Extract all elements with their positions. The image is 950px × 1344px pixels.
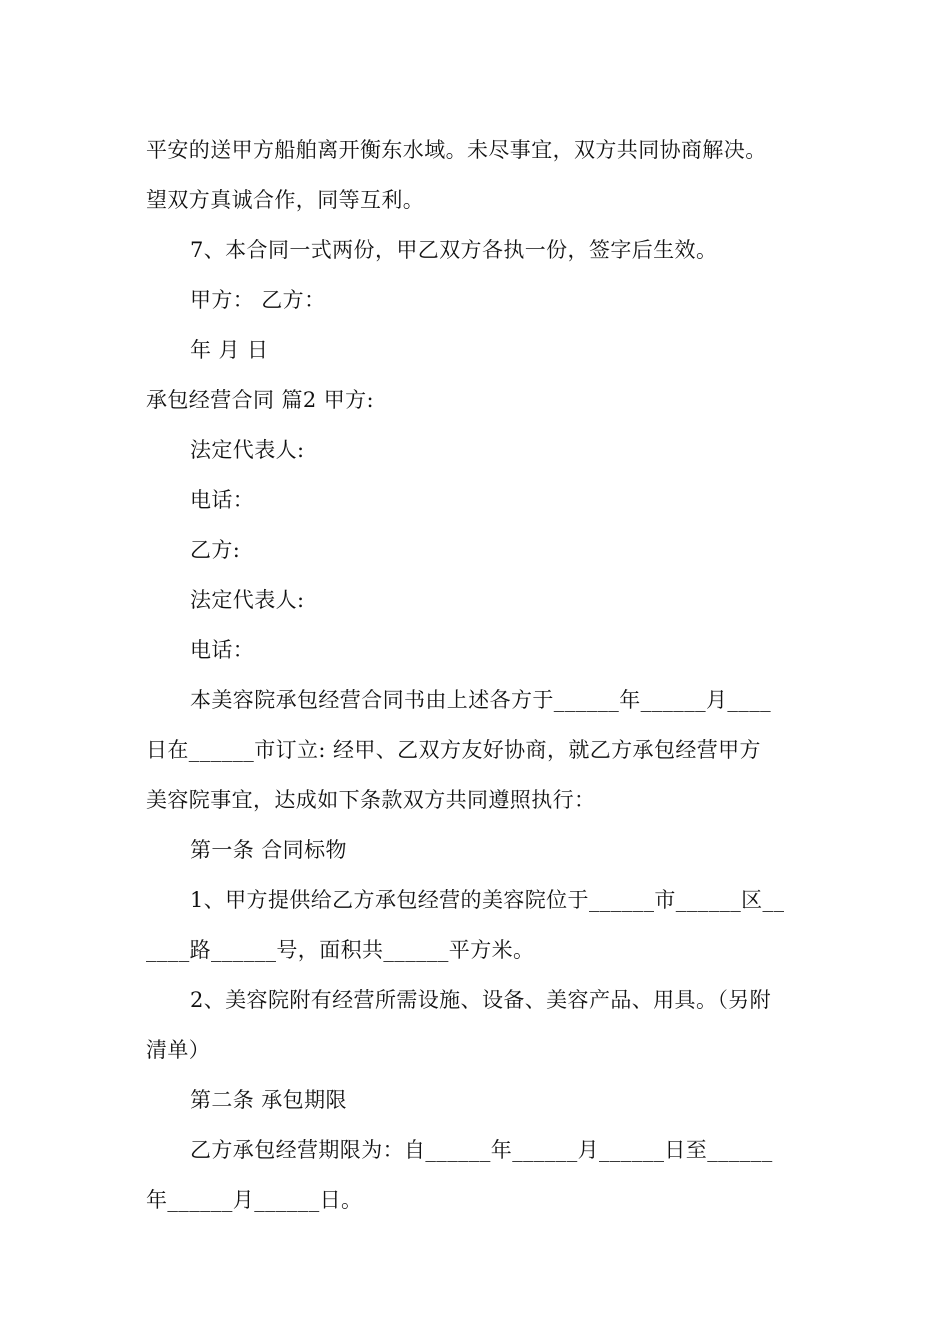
section-title: 承包经营合同 篇2 甲方: xyxy=(146,388,374,412)
text-line: 平安的送甲方船舶离开衡东水域。未尽事宜，双方共同协商解决。 xyxy=(146,138,767,162)
text-line: 乙方承包经营期限为：自______年______月______日至______ xyxy=(190,1138,773,1162)
text-line: 美容院事宜，达成如下条款双方共同遵照执行： xyxy=(146,788,596,812)
party-b-representative: 法定代表人: xyxy=(190,588,305,612)
party-b-phone: 电话： xyxy=(190,638,255,662)
text-line: 本美容院承包经营合同书由上述各方于______年______月____ xyxy=(190,688,771,712)
party-a-representative: 法定代表人: xyxy=(190,438,305,462)
text-line: 年______月______日。 xyxy=(146,1188,363,1212)
article-heading: 第一条 合同标物 xyxy=(190,838,347,862)
date-line: 年 月 日 xyxy=(190,338,269,362)
article-heading: 第二条 承包期限 xyxy=(190,1088,347,1112)
text-line: 2、美容院附有经营所需设施、设备、美容产品、用具。（另附 xyxy=(190,988,772,1012)
party-b-label: 乙方: xyxy=(190,538,241,562)
text-line: ____路______号，面积共______平方米。 xyxy=(146,938,535,962)
text-line: 7、本合同一式两份，甲乙双方各执一份，签字后生效。 xyxy=(190,238,718,262)
text-line: 日在______市订立: 经甲、乙双方友好协商，就乙方承包经营甲方 xyxy=(146,738,761,762)
text-line: 1、甲方提供给乙方承包经营的美容院位于______市______区__ xyxy=(190,888,785,912)
text-line: 清单） xyxy=(146,1038,211,1062)
signature-parties-line: 甲方： 乙方： xyxy=(190,288,326,312)
text-line: 望双方真诚合作，同等互利。 xyxy=(146,188,425,212)
party-a-phone: 电话： xyxy=(190,488,255,512)
